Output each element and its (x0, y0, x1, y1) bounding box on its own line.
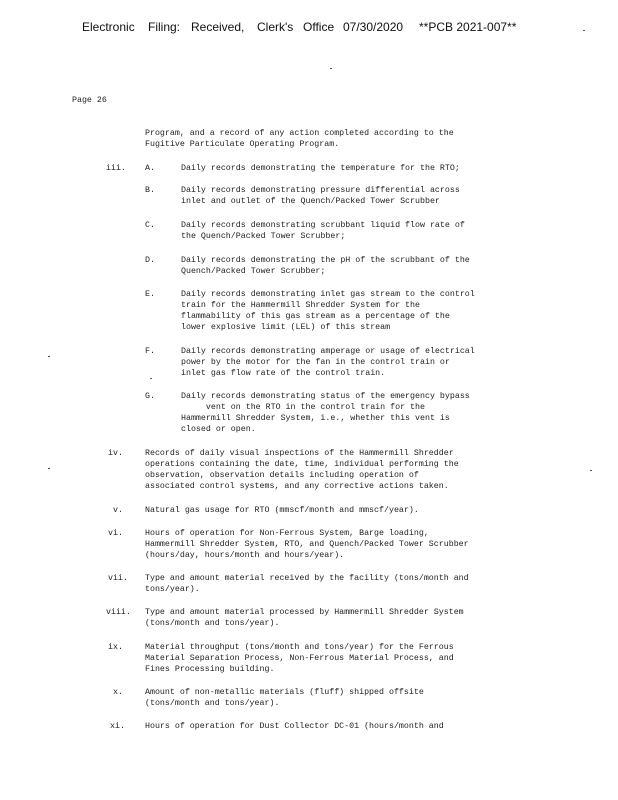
text-line: associated control systems, and any corrective actions taken. (145, 482, 449, 491)
text-line: train for the Hammermill Shredder System for the (181, 301, 420, 310)
text-line: operations containing the date, time, individual performing the (145, 460, 459, 469)
text-line: Daily records demonstrating the temperature for the RTO; (181, 164, 460, 173)
text-line: (tons/month and tons/year). (145, 619, 280, 628)
scan-speck (150, 378, 152, 379)
text-line: lower explosive limit (LEL) of this stream (181, 323, 391, 332)
text-line: Records of daily visual inspections of the Hammermill Shredder (145, 449, 454, 458)
item-numeral: viii. (106, 608, 131, 617)
text-line: (tons/month and tons/year). (145, 699, 280, 708)
item-numeral: vii. (108, 574, 128, 583)
text-line: flammability of this gas stream as a percentage of the (181, 312, 450, 321)
text-line: Material throughput (tons/month and tons/year) for the Ferrous (145, 643, 454, 652)
item-numeral: iii. (106, 164, 126, 173)
scan-speck (583, 30, 585, 31)
scan-speck (330, 68, 332, 69)
text-line: (hours/day, hours/month and hours/year). (145, 551, 345, 560)
item-numeral: vi. (108, 529, 123, 538)
subitem-letter: C. (145, 221, 155, 230)
text-line: Daily records demonstrating inlet gas stream to the control (181, 290, 475, 299)
item-numeral: ix. (108, 643, 123, 652)
subitem-letter: G. (145, 392, 155, 401)
text-line: Type and amount material processed by Hammermill Shredder System (145, 608, 464, 617)
subitem-letter: A. (145, 164, 155, 173)
text-line: Hammermill Shredder System, RTO, and Quench/Packed Tower Scrubber (145, 540, 469, 549)
item-numeral: iv. (108, 449, 123, 458)
text-line: Daily records demonstrating pressure differential across (181, 186, 460, 195)
scan-speck (48, 468, 50, 469)
item-numeral: v. (113, 506, 123, 515)
subitem-letter: D. (145, 256, 155, 265)
text-line: observation, observation details including operation of (145, 471, 419, 480)
subitem-letter: B. (145, 186, 155, 195)
text-line: Quench/Packed Tower Scrubber; (181, 267, 326, 276)
subitem-letter: F. (145, 347, 155, 356)
header-office: Office (303, 20, 335, 34)
text-line: Hours of operation for Non-Ferrous System, Barge loading, (145, 529, 429, 538)
text-line: Hammermill Shredder System, i.e., whether this vent is (181, 414, 450, 423)
filing-header (82, 20, 542, 38)
text-line: Daily records demonstrating the pH of the scrubbant of the (181, 256, 470, 265)
scan-speck (48, 356, 50, 357)
text-line: Natural gas usage for RTO (mmscf/month and mmscf/year). (145, 506, 419, 515)
text-line: Material Separation Process, Non-Ferrous Material Process, and (145, 654, 454, 663)
subitem-letter: E. (145, 290, 155, 299)
text-line: Type and amount material received by the facility (tons/month and (145, 574, 469, 583)
text-line: Daily records demonstrating status of the emergency bypass (181, 392, 470, 401)
page-label: Page 26 (72, 96, 107, 105)
text-line: closed or open. (181, 425, 256, 434)
item-numeral: x. (113, 688, 123, 697)
text-line: Program, and a record of any action completed according to the (145, 129, 454, 138)
header-date: 07/30/2020 (343, 20, 404, 34)
text-line: Fines Processing building. (145, 665, 275, 674)
header-received: Received, (191, 20, 245, 34)
text-line: Hours of operation for Dust Collector DC-01 (hours/month and (145, 722, 444, 731)
text-line: power by the motor for the fan in the control train or (181, 358, 450, 367)
text-line: the Quench/Packed Tower Scrubber; (181, 232, 346, 241)
header-docket: **PCB 2021-007** (419, 20, 517, 34)
scan-speck (590, 470, 592, 471)
item-numeral: xi. (110, 722, 125, 731)
text-line: Fugitive Particulate Operating Program. (145, 140, 340, 149)
text-line: inlet gas flow rate of the control train. (181, 369, 386, 378)
text-line: Daily records demonstrating amperage or usage of electrical (181, 347, 475, 356)
header-electronic: Electronic (82, 20, 135, 34)
header-filing: Filing: (148, 20, 181, 34)
text-line: Daily records demonstrating scrubbant liquid flow rate of (181, 221, 465, 230)
text-line: vent on the RTO in the control train for the (181, 403, 425, 412)
text-line: Amount of non-metallic materials (fluff) shipped offsite (145, 688, 424, 697)
text-line: inlet and outlet of the Quench/Packed Tower Scrubber (181, 197, 440, 206)
text-line: tons/year). (145, 585, 200, 594)
header-clerks: Clerk's (257, 20, 294, 34)
